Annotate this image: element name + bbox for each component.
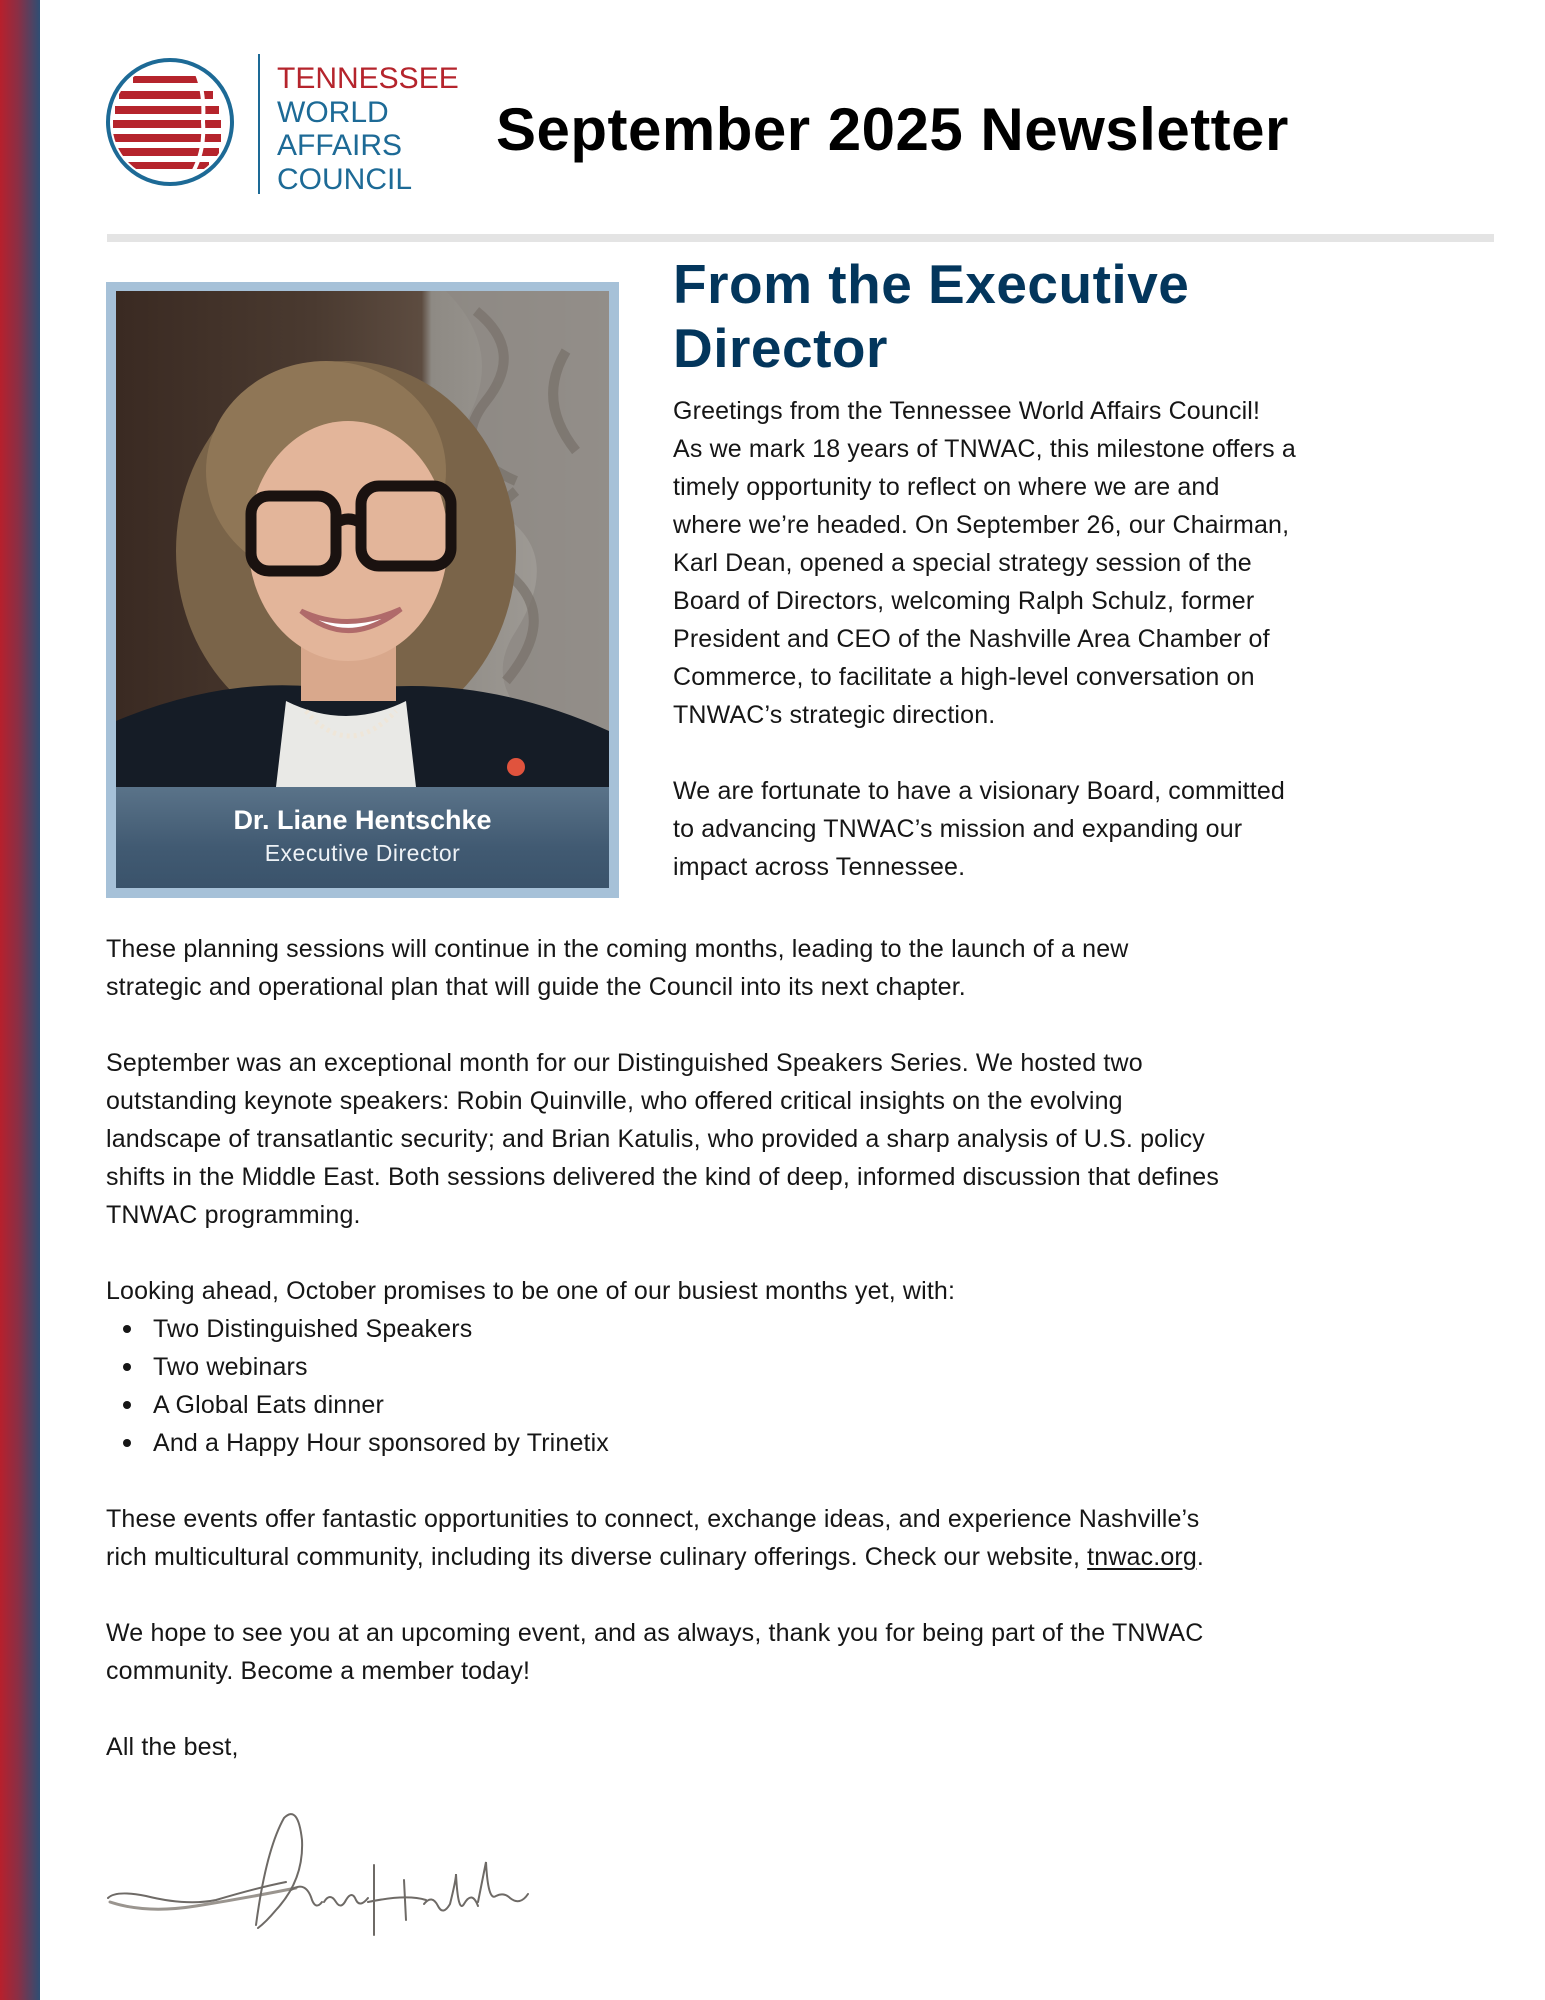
text-line: Commerce, to facilitate a high-level conversation on xyxy=(673,663,1255,691)
list-item xyxy=(106,1348,1219,1386)
text-line: These events offer fantastic opportunities to connect, exchange ideas, and experience Nashville’s xyxy=(106,1505,1200,1533)
text-line: We are fortunate to have a visionary Board, committed xyxy=(673,777,1285,805)
bullet-icon xyxy=(123,1363,131,1371)
logo-divider xyxy=(258,54,260,194)
text-line: where we’re headed. On September 26, our Chairman, xyxy=(673,511,1290,539)
list-item xyxy=(106,1386,1219,1424)
list-item xyxy=(106,1310,1219,1348)
director-portrait xyxy=(116,291,609,787)
header-divider xyxy=(107,234,1494,242)
tnwac-logo xyxy=(105,54,475,196)
closing-paragraph xyxy=(106,1614,1219,1690)
planning-paragraph xyxy=(106,930,1219,1006)
bullet-icon xyxy=(123,1401,131,1409)
logo-line-3: AFFAIRS xyxy=(277,129,403,162)
handwritten-signature xyxy=(106,1810,606,1940)
looking-ahead-text: Looking ahead, October promises to be one of our busiest months yet, with: xyxy=(106,1277,956,1305)
text-line: Board of Directors, welcoming Ralph Schulz, former xyxy=(673,587,1255,615)
director-photo-card xyxy=(106,282,619,898)
text-line: TNWAC programming. xyxy=(106,1201,361,1229)
list-item-text: A Global Eats dinner xyxy=(153,1391,384,1419)
logo-line-1: TENNESSEE xyxy=(277,62,459,95)
text-line: President and CEO of the Nashville Area Chamber of xyxy=(673,625,1270,653)
bullet-icon xyxy=(123,1325,131,1333)
text-line: landscape of transatlantic security; and Brian Katulis, who provided a sharp analysis of U.S. policy xyxy=(106,1125,1205,1153)
text-line: community. Become a member today! xyxy=(106,1657,531,1685)
text-line: strategic and operational plan that will guide the Council into its next chapter. xyxy=(106,973,966,1001)
side-accent-stripe xyxy=(0,0,40,2000)
text-line: We hope to see you at an upcoming event, and as always, thank you for being part of the TNWAC xyxy=(106,1619,1204,1647)
speakers-paragraph xyxy=(106,1044,1219,1234)
signoff: All the best, xyxy=(106,1733,239,1761)
events-paragraph xyxy=(106,1500,1219,1576)
striped-globe-icon xyxy=(105,54,245,194)
intro-text xyxy=(673,392,1296,886)
logo-line-4: COUNCIL xyxy=(277,162,413,196)
text-line: Greetings from the Tennessee World Affairs Council! xyxy=(673,397,1261,425)
list-item-text: Two Distinguished Speakers xyxy=(153,1315,473,1343)
section-heading xyxy=(673,252,1189,380)
website-link[interactable]: tnwac.org xyxy=(1087,1543,1197,1571)
intro-paragraph-1 xyxy=(673,392,1296,734)
text-line xyxy=(106,1538,1219,1576)
october-events-list xyxy=(106,1310,1219,1462)
bullet-icon xyxy=(123,1439,131,1447)
text-line: shifts in the Middle East. Both sessions delivered the kind of deep, informed discussion that defines xyxy=(106,1163,1219,1191)
text-line: to advancing TNWAC’s mission and expanding our xyxy=(673,815,1243,843)
section-heading-line-2: Director xyxy=(673,317,888,379)
text-line: These planning sessions will continue in the coming months, leading to the launch of a new xyxy=(106,935,1129,963)
logo-wordmark xyxy=(277,62,459,196)
director-role: Executive Director xyxy=(264,840,461,866)
photo-caption xyxy=(116,787,609,888)
section-heading-line-1: From the Executive xyxy=(673,253,1190,315)
text-line: Karl Dean, opened a special strategy session of the xyxy=(673,549,1252,577)
body-text xyxy=(106,930,1219,1766)
text-line: September was an exceptional month for our Distinguished Speakers Series. We hosted two xyxy=(106,1049,1143,1077)
list-item-text: And a Happy Hour sponsored by Trinetix xyxy=(153,1429,609,1457)
events-line-2-suffix: . xyxy=(1196,1543,1205,1571)
text-line: outstanding keynote speakers: Robin Quinville, who offered critical insights on the evolving xyxy=(106,1087,1123,1115)
events-line-2-text: rich multicultural community, including its diverse culinary offerings. Check our website, xyxy=(106,1543,1088,1571)
logo-line-2: WORLD xyxy=(277,95,389,129)
text-line: TNWAC’s strategic direction. xyxy=(673,701,996,729)
text-line: As we mark 18 years of TNWAC, this milestone offers a xyxy=(673,435,1296,463)
text-line: impact across Tennessee. xyxy=(673,853,966,881)
director-name: Dr. Liane Hentschke xyxy=(233,805,492,835)
list-item-text: Two webinars xyxy=(153,1353,308,1381)
text-line: timely opportunity to reflect on where we are and xyxy=(673,473,1220,501)
intro-paragraph-2 xyxy=(673,772,1296,886)
list-item xyxy=(106,1424,1219,1462)
page-title: September 2025 Newsletter xyxy=(496,96,1289,163)
